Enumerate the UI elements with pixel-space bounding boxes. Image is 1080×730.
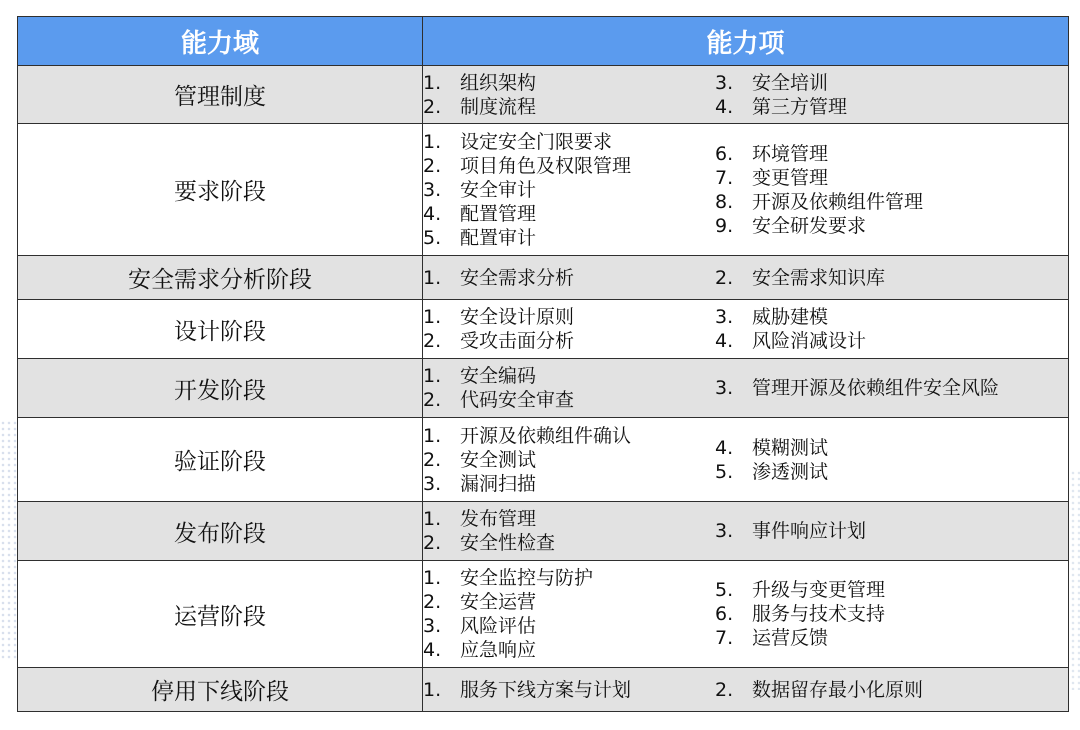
capability-item bbox=[423, 305, 715, 329]
item-number: 1. bbox=[423, 266, 442, 289]
item-text: 服务下线方案与计划 bbox=[460, 678, 632, 701]
capability-item bbox=[423, 507, 715, 531]
capability-item bbox=[423, 472, 715, 496]
item-text: 设定安全门限要求 bbox=[460, 130, 613, 153]
item-text: 代码安全审查 bbox=[460, 389, 575, 411]
item-number: 3. bbox=[423, 472, 442, 495]
item-number: 2. bbox=[423, 532, 442, 554]
item-number: 4. bbox=[423, 202, 442, 225]
item-text: 渗透测试 bbox=[752, 460, 829, 483]
right-item-column bbox=[715, 519, 1068, 543]
item-number: 4. bbox=[715, 436, 734, 459]
capability-item bbox=[715, 329, 1068, 353]
table-row bbox=[18, 561, 1069, 668]
item-number: 1. bbox=[423, 306, 442, 328]
item-columns bbox=[423, 305, 1068, 353]
item-text: 安全性检查 bbox=[460, 532, 556, 554]
item-number: 2. bbox=[423, 330, 442, 352]
item-number: 1. bbox=[423, 678, 442, 701]
item-text: 服务与技术支持 bbox=[752, 603, 886, 625]
item-text: 安全运营 bbox=[460, 591, 537, 613]
item-number: 1. bbox=[423, 508, 442, 530]
capability-item bbox=[423, 614, 715, 638]
capability-item bbox=[423, 448, 715, 472]
item-number: 1. bbox=[423, 567, 442, 589]
capability-domain-cell: 管理制度 bbox=[18, 66, 423, 124]
left-item-column bbox=[423, 305, 715, 353]
item-text: 发布管理 bbox=[460, 508, 537, 530]
right-item-column bbox=[715, 436, 1068, 484]
table-row bbox=[18, 66, 1069, 124]
item-number: 1. bbox=[423, 365, 442, 387]
capability-items-cell bbox=[423, 256, 1069, 300]
item-number: 5. bbox=[715, 579, 734, 601]
item-number: 8. bbox=[715, 190, 734, 213]
item-text: 漏洞扫描 bbox=[460, 472, 537, 495]
item-columns bbox=[423, 130, 1068, 250]
capability-item bbox=[715, 95, 1068, 119]
item-number: 3. bbox=[715, 71, 734, 94]
item-text: 第三方管理 bbox=[752, 95, 848, 118]
header-capability-items: 能力项 bbox=[423, 17, 1069, 66]
capability-items-cell bbox=[423, 359, 1069, 418]
capability-domain-cell: 运营阶段 bbox=[18, 561, 423, 668]
item-number: 2. bbox=[423, 448, 442, 471]
item-text: 安全培训 bbox=[752, 71, 829, 94]
table-row bbox=[18, 668, 1069, 712]
item-text: 安全测试 bbox=[460, 448, 537, 471]
item-text: 应急响应 bbox=[460, 639, 537, 661]
capability-item bbox=[423, 154, 715, 178]
capability-items-cell bbox=[423, 561, 1069, 668]
item-columns bbox=[423, 266, 1068, 290]
item-text: 威胁建模 bbox=[752, 306, 829, 328]
capability-item bbox=[423, 226, 715, 250]
item-text: 运营反馈 bbox=[752, 627, 829, 649]
capability-item bbox=[423, 71, 715, 95]
item-number: 5. bbox=[715, 460, 734, 483]
item-text: 模糊测试 bbox=[752, 436, 829, 459]
capability-item bbox=[715, 519, 1068, 543]
item-text: 环境管理 bbox=[752, 142, 829, 165]
item-number: 2. bbox=[715, 678, 734, 701]
capability-item bbox=[715, 436, 1068, 460]
capability-item bbox=[715, 266, 1068, 290]
capability-items-cell bbox=[423, 66, 1069, 124]
capability-item bbox=[423, 130, 715, 154]
table-row bbox=[18, 300, 1069, 359]
item-number: 6. bbox=[715, 142, 734, 165]
capability-domain-cell: 设计阶段 bbox=[18, 300, 423, 359]
left-item-column bbox=[423, 71, 715, 119]
item-columns bbox=[423, 71, 1068, 119]
left-item-column bbox=[423, 507, 715, 555]
capability-item bbox=[715, 460, 1068, 484]
capability-item bbox=[423, 638, 715, 662]
table-row bbox=[18, 256, 1069, 300]
capability-item bbox=[423, 566, 715, 590]
capability-item bbox=[423, 202, 715, 226]
capability-item bbox=[715, 578, 1068, 602]
capability-item bbox=[423, 95, 715, 119]
item-number: 1. bbox=[423, 71, 442, 94]
item-number: 3. bbox=[715, 377, 734, 399]
item-text: 配置管理 bbox=[460, 202, 537, 225]
capability-item bbox=[715, 190, 1068, 214]
item-number: 4. bbox=[715, 330, 734, 352]
header-capability-domain: 能力域 bbox=[18, 17, 423, 66]
item-number: 4. bbox=[715, 95, 734, 118]
item-number: 6. bbox=[715, 603, 734, 625]
table-body bbox=[18, 66, 1069, 712]
right-item-column bbox=[715, 578, 1068, 650]
capability-item bbox=[715, 305, 1068, 329]
capability-items-cell bbox=[423, 502, 1069, 561]
left-item-column bbox=[423, 566, 715, 662]
capability-domain-cell: 停用下线阶段 bbox=[18, 668, 423, 712]
capability-item bbox=[423, 678, 715, 702]
item-columns bbox=[423, 566, 1068, 662]
item-text: 制度流程 bbox=[460, 95, 537, 118]
capability-domain-cell: 验证阶段 bbox=[18, 418, 423, 502]
item-number: 3. bbox=[715, 306, 734, 328]
item-text: 管理开源及依赖组件安全风险 bbox=[752, 377, 1000, 399]
capability-item bbox=[423, 178, 715, 202]
table-row bbox=[18, 124, 1069, 256]
item-number: 2. bbox=[423, 154, 442, 177]
capability-domain-cell: 安全需求分析阶段 bbox=[18, 256, 423, 300]
capability-item bbox=[423, 329, 715, 353]
item-text: 开源及依赖组件管理 bbox=[752, 190, 924, 213]
right-item-column bbox=[715, 71, 1068, 119]
left-item-column bbox=[423, 266, 715, 290]
item-text: 安全研发要求 bbox=[752, 214, 867, 237]
table-row bbox=[18, 502, 1069, 561]
right-item-column bbox=[715, 142, 1068, 238]
left-item-column bbox=[423, 678, 715, 702]
table-header-row bbox=[18, 17, 1069, 66]
capability-item bbox=[423, 266, 715, 290]
capability-item bbox=[715, 626, 1068, 650]
item-text: 项目角色及权限管理 bbox=[460, 154, 632, 177]
item-number: 2. bbox=[423, 95, 442, 118]
right-item-column bbox=[715, 678, 1068, 702]
item-text: 风险评估 bbox=[460, 615, 537, 637]
left-item-column bbox=[423, 364, 715, 412]
item-number: 1. bbox=[423, 424, 442, 447]
capability-item bbox=[715, 166, 1068, 190]
capability-item bbox=[715, 71, 1068, 95]
capability-items-cell bbox=[423, 300, 1069, 359]
table-row bbox=[18, 359, 1069, 418]
item-text: 受攻击面分析 bbox=[460, 330, 575, 352]
item-number: 4. bbox=[423, 639, 442, 661]
item-text: 配置审计 bbox=[460, 226, 537, 249]
item-number: 3. bbox=[423, 178, 442, 201]
table-row bbox=[18, 418, 1069, 502]
item-columns bbox=[423, 424, 1068, 496]
item-columns bbox=[423, 678, 1068, 702]
item-text: 安全需求分析 bbox=[460, 266, 575, 289]
item-number: 2. bbox=[423, 389, 442, 411]
right-item-column bbox=[715, 376, 1068, 400]
item-text: 安全需求知识库 bbox=[752, 266, 886, 289]
item-text: 安全审计 bbox=[460, 178, 537, 201]
item-number: 1. bbox=[423, 130, 442, 153]
item-text: 升级与变更管理 bbox=[752, 579, 886, 601]
item-text: 变更管理 bbox=[752, 166, 829, 189]
item-text: 开源及依赖组件确认 bbox=[460, 424, 632, 447]
item-number: 7. bbox=[715, 627, 734, 649]
capability-domain-cell: 要求阶段 bbox=[18, 124, 423, 256]
item-text: 数据留存最小化原则 bbox=[752, 678, 924, 701]
item-number: 2. bbox=[715, 266, 734, 289]
capability-table bbox=[17, 16, 1069, 712]
capability-item bbox=[423, 388, 715, 412]
capability-domain-cell: 开发阶段 bbox=[18, 359, 423, 418]
item-text: 安全设计原则 bbox=[460, 306, 575, 328]
capability-item bbox=[423, 531, 715, 555]
capability-item bbox=[715, 214, 1068, 238]
capability-items-cell bbox=[423, 124, 1069, 256]
capability-domain-cell: 发布阶段 bbox=[18, 502, 423, 561]
capability-item bbox=[423, 364, 715, 388]
capability-items-cell bbox=[423, 418, 1069, 502]
left-item-column bbox=[423, 424, 715, 496]
capability-item bbox=[715, 678, 1068, 702]
capability-item bbox=[715, 376, 1068, 400]
capability-item bbox=[715, 602, 1068, 626]
item-number: 3. bbox=[715, 520, 734, 542]
item-number: 5. bbox=[423, 226, 442, 249]
item-number: 3. bbox=[423, 615, 442, 637]
item-number: 7. bbox=[715, 166, 734, 189]
item-text: 安全编码 bbox=[460, 365, 537, 387]
item-number: 2. bbox=[423, 591, 442, 613]
item-columns bbox=[423, 364, 1068, 412]
capability-item bbox=[423, 424, 715, 448]
item-text: 事件响应计划 bbox=[752, 520, 867, 542]
item-text: 风险消减设计 bbox=[752, 330, 867, 352]
right-item-column bbox=[715, 305, 1068, 353]
item-text: 组织架构 bbox=[460, 71, 537, 94]
item-number: 9. bbox=[715, 214, 734, 237]
item-columns bbox=[423, 507, 1068, 555]
left-item-column bbox=[423, 130, 715, 250]
capability-item bbox=[715, 142, 1068, 166]
capability-item bbox=[423, 590, 715, 614]
item-text: 安全监控与防护 bbox=[460, 567, 594, 589]
right-item-column bbox=[715, 266, 1068, 290]
capability-items-cell bbox=[423, 668, 1069, 712]
